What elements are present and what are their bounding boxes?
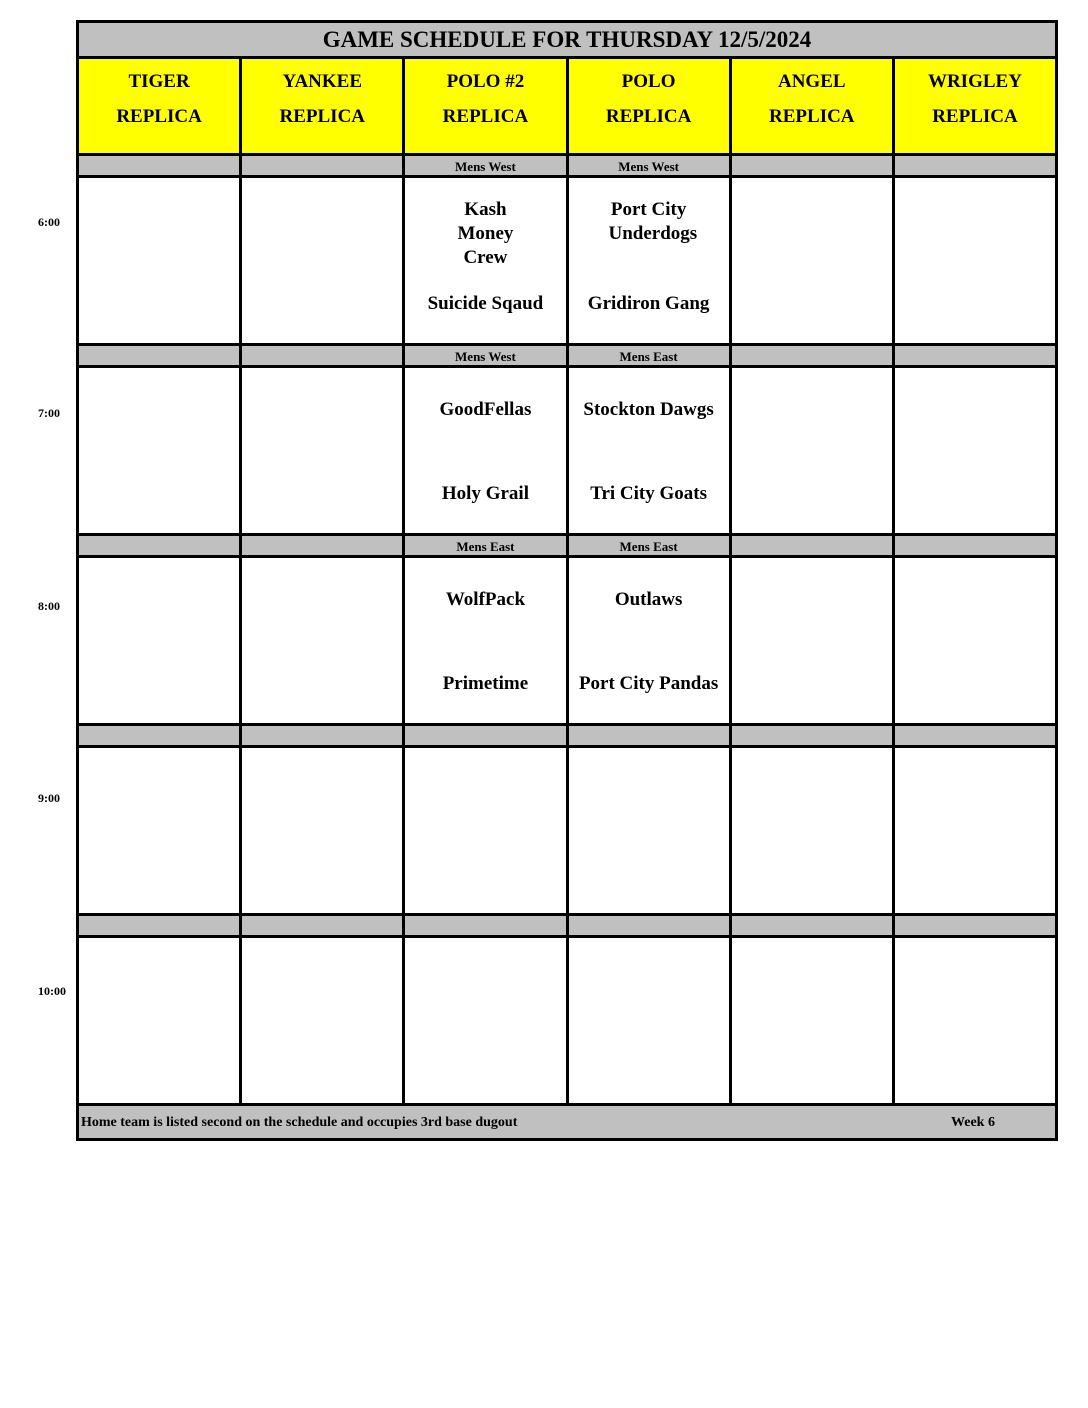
game-row-10 — [79, 938, 1055, 1106]
field-header-row — [79, 59, 1055, 156]
game-cell — [79, 558, 242, 723]
game-cell — [732, 368, 895, 533]
field-type: REPLICA — [279, 106, 366, 127]
division-cell — [79, 916, 242, 935]
game-cell — [895, 748, 1055, 913]
division-cell — [895, 916, 1055, 935]
game-row-6 — [79, 178, 1055, 346]
away-team: Stockton Dawgs — [583, 399, 714, 420]
division-cell — [895, 726, 1055, 745]
division-cell: Mens West — [405, 156, 568, 175]
game-cell — [732, 748, 895, 913]
game-cell — [405, 178, 568, 343]
division-cell — [79, 346, 242, 365]
division-cell — [242, 916, 405, 935]
division-row-10 — [79, 916, 1055, 938]
time-label-9: 9:00 — [38, 791, 60, 805]
game-cell — [79, 748, 242, 913]
division-cell — [242, 156, 405, 175]
time-column — [0, 0, 76, 1160]
game-row-8 — [79, 558, 1055, 726]
home-team: Port City Pandas — [578, 673, 719, 694]
field-name: POLO — [621, 71, 676, 92]
game-row-7 — [79, 368, 1055, 536]
division-cell — [732, 156, 895, 175]
game-cell — [405, 558, 568, 723]
division-cell — [895, 536, 1055, 555]
game-cell — [569, 938, 732, 1103]
game-cell — [242, 178, 405, 343]
division-cell — [732, 726, 895, 745]
division-cell — [895, 346, 1055, 365]
game-cell — [242, 558, 405, 723]
division-row-8 — [79, 536, 1055, 558]
division-cell: Mens East — [405, 536, 568, 555]
game-cell — [242, 938, 405, 1103]
game-cell — [242, 748, 405, 913]
schedule-table — [76, 20, 1058, 1141]
division-cell — [569, 916, 732, 935]
away-team: Kash Money Crew — [457, 199, 514, 268]
game-cell — [732, 938, 895, 1103]
field-name: TIGER — [128, 71, 190, 92]
field-header-yankee — [242, 59, 405, 153]
game-cell — [569, 748, 732, 913]
away-team: WolfPack — [445, 589, 526, 610]
division-cell — [242, 726, 405, 745]
game-cell — [895, 178, 1055, 343]
division-row-7 — [79, 346, 1055, 368]
field-name: ANGEL — [777, 71, 846, 92]
field-name: POLO #2 — [446, 71, 525, 92]
game-cell — [895, 558, 1055, 723]
game-cell — [79, 178, 242, 343]
division-cell — [732, 916, 895, 935]
game-cell — [895, 368, 1055, 533]
game-cell — [569, 178, 732, 343]
field-name: WRIGLEY — [927, 71, 1022, 92]
time-label-10: 10:00 — [38, 984, 66, 998]
field-name: YANKEE — [282, 71, 363, 92]
home-team: Primetime — [442, 673, 529, 694]
game-cell — [405, 748, 568, 913]
field-type: REPLICA — [932, 106, 1018, 127]
division-row-9 — [79, 726, 1055, 748]
division-cell — [79, 156, 242, 175]
field-header-angel — [732, 59, 895, 153]
field-header-polo-2 — [405, 59, 568, 153]
game-cell — [732, 178, 895, 343]
game-cell — [79, 368, 242, 533]
division-cell — [242, 346, 405, 365]
home-team: Tri City Goats — [590, 483, 707, 504]
field-type: REPLICA — [116, 106, 202, 127]
game-cell — [405, 938, 568, 1103]
division-cell — [242, 536, 405, 555]
away-team: GoodFellas — [439, 399, 532, 420]
time-label-7: 7:00 — [38, 406, 60, 420]
footer-note: Home team is listed second on the schedule and occupies 3rd base dugout — [81, 1115, 518, 1130]
game-cell — [895, 938, 1055, 1103]
division-cell: Mens East — [569, 536, 732, 555]
division-cell: Mens East — [569, 346, 732, 365]
division-cell — [79, 536, 242, 555]
game-cell — [569, 368, 732, 533]
division-cell — [732, 536, 895, 555]
division-cell — [79, 726, 242, 745]
time-label-6: 6:00 — [38, 215, 60, 229]
division-cell — [405, 916, 568, 935]
time-label-8: 8:00 — [38, 599, 60, 613]
home-team: Gridiron Gang — [587, 293, 710, 314]
game-cell — [242, 368, 405, 533]
home-team: Suicide Sqaud — [427, 293, 544, 314]
division-cell: Mens West — [569, 156, 732, 175]
division-cell — [405, 726, 568, 745]
field-header-tiger — [79, 59, 242, 153]
field-type: REPLICA — [605, 106, 692, 127]
field-type: REPLICA — [442, 106, 529, 127]
game-cell — [79, 938, 242, 1103]
game-cell — [405, 368, 568, 533]
division-cell: Mens West — [405, 346, 568, 365]
away-team: Outlaws — [614, 589, 683, 610]
away-team: Port City Underdogs — [608, 199, 698, 244]
division-row-6 — [79, 156, 1055, 178]
week-label: Week 6 — [951, 1115, 995, 1130]
game-cell — [569, 558, 732, 723]
field-header-wrigley — [895, 59, 1055, 153]
game-cell — [732, 558, 895, 723]
division-cell — [732, 346, 895, 365]
field-header-polo — [569, 59, 732, 153]
home-team: Holy Grail — [441, 483, 529, 504]
field-type: REPLICA — [769, 106, 855, 127]
division-cell — [895, 156, 1055, 175]
game-row-9 — [79, 748, 1055, 916]
schedule-title: GAME SCHEDULE FOR THURSDAY 12/5/2024 — [79, 23, 1055, 59]
division-cell — [569, 726, 732, 745]
schedule-footer — [79, 1106, 1055, 1138]
